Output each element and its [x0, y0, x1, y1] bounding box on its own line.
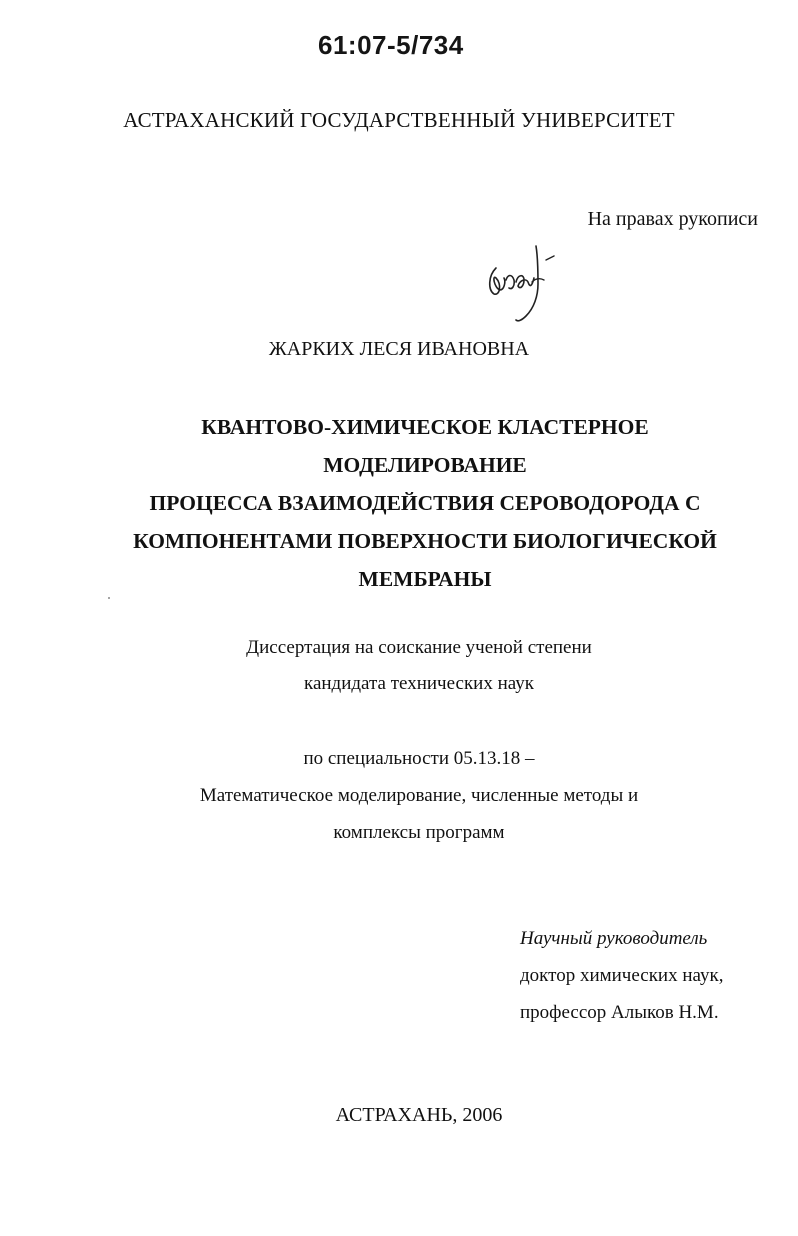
title-line: ПРОЦЕССА ВЗАИМОДЕЙСТВИЯ СЕРОВОДОРОДА С — [149, 491, 701, 515]
title-line: МЕМБРАНЫ — [358, 567, 492, 591]
supervisor-info — [520, 920, 723, 1031]
degree-statement — [40, 630, 798, 702]
reference-code: 61:07-5/734 — [318, 30, 464, 60]
supervisor-name: профессор Алыков Н.М. — [520, 1002, 719, 1023]
degree-line: кандидата технических наук — [304, 673, 534, 694]
degree-line: Диссертация на соискание ученой степени — [246, 637, 592, 658]
supervisor-role: Научный руководитель — [520, 928, 708, 949]
supervisor-degree: доктор химических наук, — [520, 965, 724, 986]
specialty-line: по специальности 05.13.18 – — [303, 748, 535, 769]
specialty-line: Математическое моделирование, численные методы и — [199, 785, 639, 806]
specialty-statement — [40, 740, 798, 851]
dissertation-title — [100, 408, 750, 598]
city-and-year: АСТРАХАНЬ, 2006 — [335, 1104, 503, 1126]
scan-speck — [108, 597, 110, 599]
title-line: КОМПОНЕНТАМИ ПОВЕРХНОСТИ БИОЛОГИЧЕСКОЙ — [133, 529, 717, 553]
university-name: АСТРАХАНСКИЙ ГОСУДАРСТВЕННЫЙ УНИВЕРСИТЕТ — [123, 108, 675, 132]
manuscript-rights-note: На правах рукописи — [587, 208, 758, 230]
author-signature — [482, 238, 568, 328]
title-line: КВАНТОВО-ХИМИЧЕСКОЕ КЛАСТЕРНОЕ МОДЕЛИРОВАНИЕ — [201, 415, 649, 477]
specialty-line: комплексы программ — [333, 822, 505, 843]
author-name: ЖАРКИХ ЛЕСЯ ИВАНОВНА — [268, 338, 530, 360]
